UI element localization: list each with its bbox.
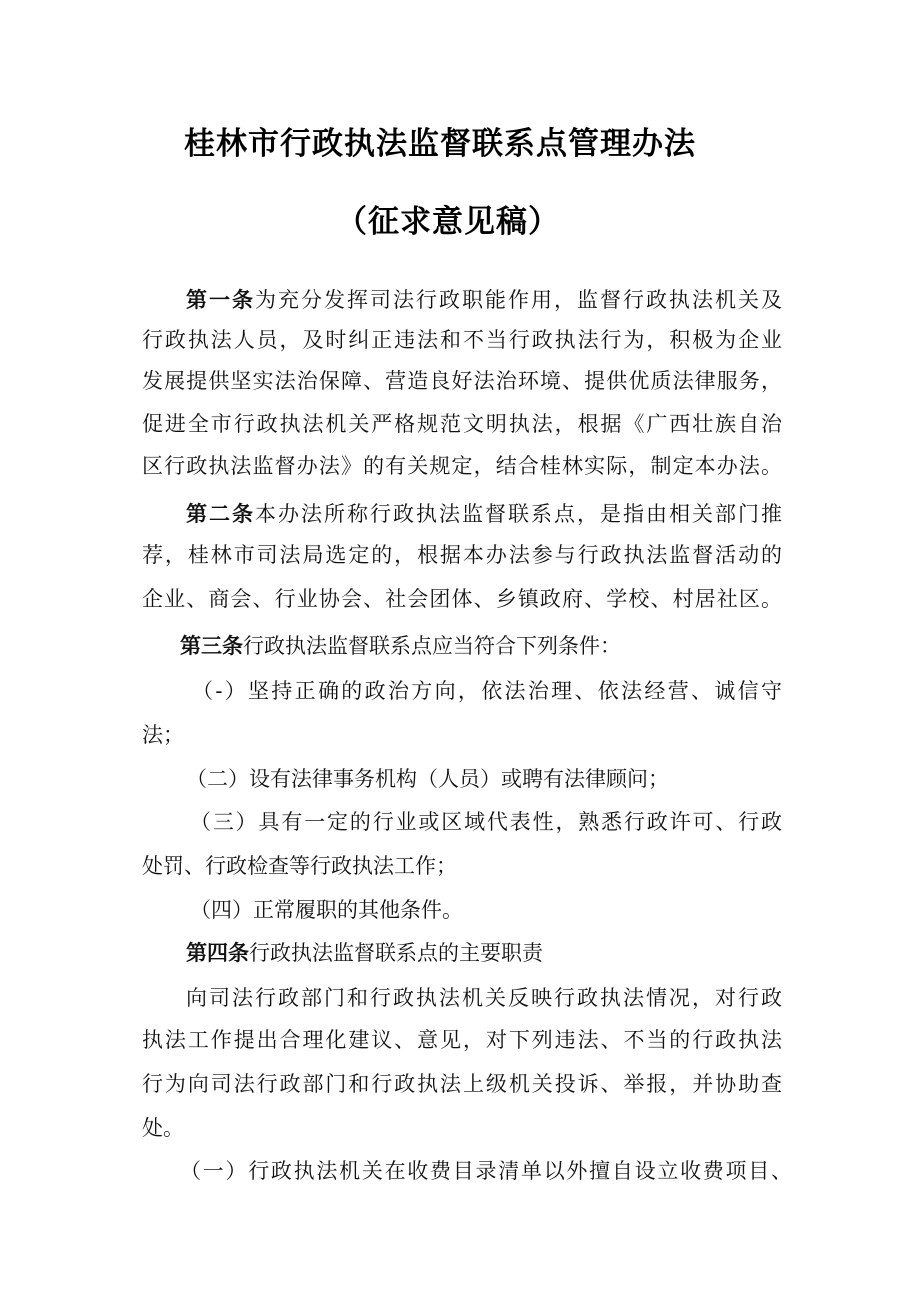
article-3-line-1: 第三条行政执法监督联系点应当符合下列条件： (180, 634, 621, 658)
article-2-label: 第二条 (186, 502, 255, 526)
article-1-line-2: 行政执法人员，及时纠正违法和不当行政执法行为，积极为企业 (142, 328, 782, 352)
article-1-label: 第一条 (186, 288, 255, 312)
document-title: 桂林市行政执法监督联系点管理办法 (184, 126, 696, 162)
article-3-item-4: （四）正常履职的其他条件。 (190, 898, 463, 922)
article-3-item-3-line-1: （三）具有一定的行业或区域代表性，熟悉行政许可、行政 (190, 810, 782, 834)
article-4-para-line-2: 执法工作提出合理化建议、意见，对下列违法、不当的行政执法 (142, 1028, 782, 1052)
article-1-line-5: 区行政执法监督办法》的有关规定，结合桂林实际，制定本办法。 (142, 454, 782, 478)
article-4-para-line-1: 向司法行政部门和行政执法机关反映行政执法情况，对行政 (186, 986, 782, 1010)
article-4-item-1: （一）行政执法机关在收费目录清单以外擅自设立收费项目、 (180, 1159, 792, 1183)
article-2-line-1: 第二条本办法所称行政执法监督联系点，是指由相关部门推 (186, 502, 782, 526)
article-2-line-3: 企业、商会、行业协会、社会团体、乡镇政府、学校、村居社区。 (142, 587, 782, 611)
article-4-line-1: 第四条行政执法监督联系点的主要职责 (186, 941, 543, 965)
article-2-line-2: 荐，桂林市司法局选定的，根据本办法参与行政执法监督活动的 (142, 543, 782, 567)
article-1-line-4: 促进全市行政执法机关严格规范文明执法，根据《广西壮族自治 (142, 412, 782, 436)
document-subtitle: （征求意见稿） (336, 204, 560, 240)
article-1-line-1: 第一条为充分发挥司法行政职能作用，监督行政执法机关及 (186, 288, 782, 312)
article-3-item-2: （二）设有法律事务机构（人员）或聘有法律顾问； (186, 767, 669, 791)
article-3-item-1-line-2: 法； (142, 723, 184, 747)
article-4-para-line-4: 处。 (142, 1116, 184, 1140)
article-1-line-3: 发展提供坚实法治保障、营造良好法治环境、提供优质法律服务， (142, 369, 782, 393)
article-4-para-line-3: 行为向司法行政部门和行政执法上级机关投诉、举报，并协助查 (142, 1072, 782, 1096)
article-3-label: 第三条 (180, 634, 243, 658)
article-3-item-1-line-1: （-）坚持正确的政治方向，依法治理、依法经营、诚信守 (192, 679, 782, 703)
article-3-item-3-line-2: 处罚、行政检查等行政执法工作； (142, 854, 457, 878)
article-4-label: 第四条 (186, 941, 249, 965)
